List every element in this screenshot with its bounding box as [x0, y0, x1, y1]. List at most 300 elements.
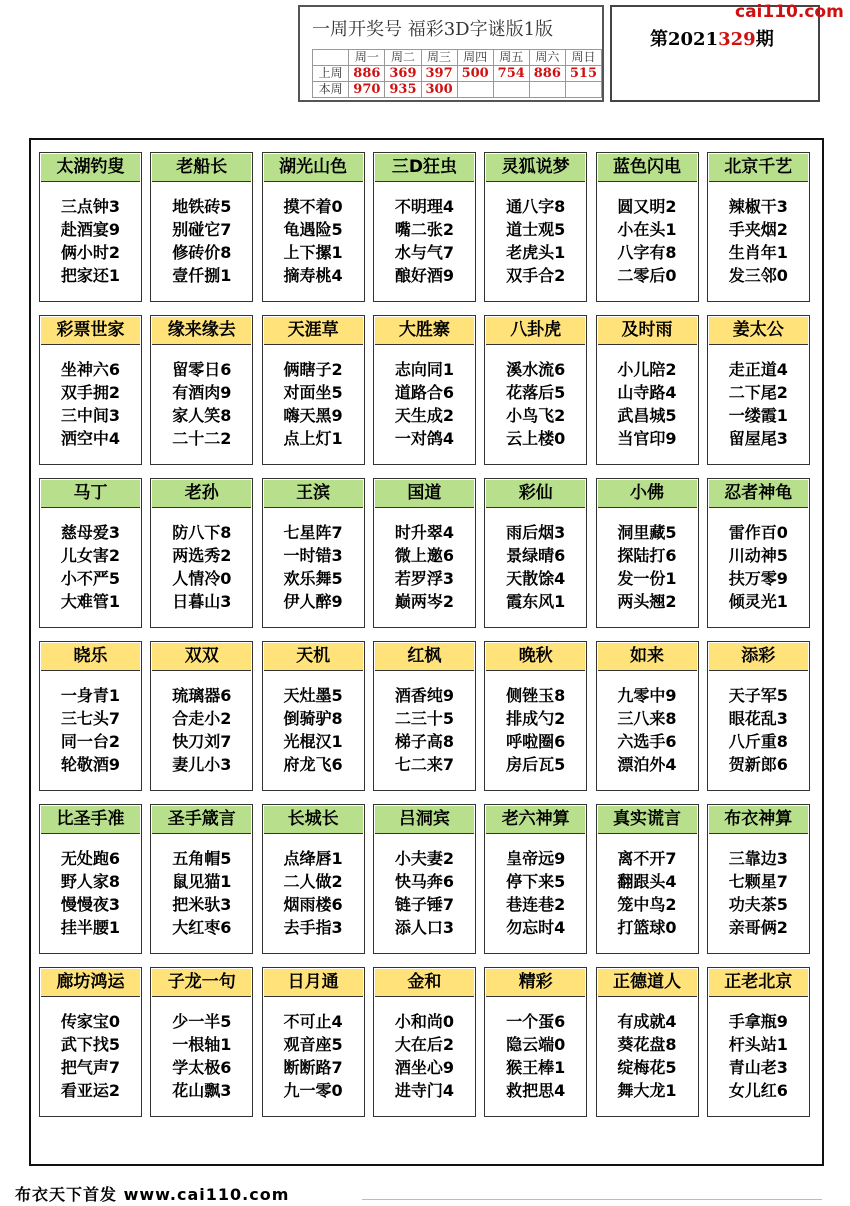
author-name: 缘来缘去 — [152, 317, 251, 345]
riddle-line: 一缕霞1 — [728, 406, 788, 425]
riddle-line: 天灶墨5 — [283, 686, 343, 705]
riddle-line: 洒空中4 — [60, 429, 121, 448]
riddle-lines — [597, 521, 698, 613]
corner-cell — [313, 50, 349, 66]
riddle-line: 嘴二张2 — [394, 220, 454, 239]
riddle-line: 七星阵7 — [283, 523, 343, 542]
riddle-line: 三中间3 — [60, 406, 121, 425]
riddle-line: 青山老3 — [728, 1058, 788, 1077]
author-name: 圣手箴言 — [152, 806, 251, 834]
riddle-line: 快刀刘7 — [172, 732, 232, 751]
author-name: 吕洞宾 — [375, 806, 474, 834]
puzzle-cell — [596, 641, 699, 791]
riddle-line: 道士观5 — [506, 220, 566, 239]
puzzle-cell — [39, 315, 142, 465]
riddle-line: 光棍汉1 — [283, 732, 343, 751]
puzzle-cell — [150, 152, 253, 302]
riddle-lines — [263, 358, 364, 450]
puzzle-cell — [262, 967, 365, 1117]
riddle-line: 景绿晴6 — [506, 546, 566, 565]
riddle-line: 去手指3 — [283, 918, 343, 937]
day-header: 周五 — [493, 50, 529, 66]
puzzle-cell — [39, 478, 142, 628]
author-name: 晓乐 — [41, 643, 140, 671]
riddle-line: 救把思4 — [506, 1081, 566, 1100]
last-week-row — [313, 66, 602, 82]
puzzle-cell — [39, 152, 142, 302]
riddle-line: 双手合2 — [506, 266, 566, 285]
riddle-line: 摘寿桃4 — [283, 266, 343, 285]
riddle-line: 小鸟飞2 — [506, 406, 566, 425]
riddle-line: 酿好酒9 — [394, 266, 454, 285]
puzzle-cell — [150, 478, 253, 628]
riddle-lines — [708, 358, 809, 450]
riddle-line: 功夫茶5 — [728, 895, 788, 914]
puzzle-cell — [150, 967, 253, 1117]
riddle-line: 摸不着0 — [283, 197, 343, 216]
puzzle-cell — [373, 478, 476, 628]
riddle-line: 少一半5 — [172, 1012, 232, 1031]
puzzle-cell — [596, 967, 699, 1117]
riddle-line: 圆又明2 — [617, 197, 677, 216]
draw-number: 935 — [385, 82, 421, 98]
riddle-line: 手夹烟2 — [728, 220, 788, 239]
riddle-line: 发三邻0 — [728, 266, 788, 285]
issue-digits: 329 — [718, 29, 756, 50]
author-name: 小佛 — [598, 480, 697, 508]
footer-divider — [362, 1199, 822, 1200]
author-name: 八卦虎 — [486, 317, 585, 345]
puzzle-cell — [707, 804, 810, 954]
riddle-line: 梯子高8 — [394, 732, 454, 751]
riddle-lines — [597, 684, 698, 776]
riddle-line: 进寺门4 — [394, 1081, 454, 1100]
riddle-line: 二十二2 — [172, 429, 232, 448]
riddle-line: 天子军5 — [728, 686, 788, 705]
riddle-lines — [597, 195, 698, 287]
riddle-line: 雨后烟3 — [506, 523, 566, 542]
riddle-lines — [151, 1010, 252, 1102]
riddle-line: 三点钟3 — [60, 197, 121, 216]
day-header: 周一 — [349, 50, 385, 66]
riddle-lines — [40, 684, 141, 776]
riddle-line: 观音座5 — [283, 1035, 343, 1054]
riddle-line: 上下摞1 — [283, 243, 343, 262]
riddle-line: 府龙飞6 — [283, 755, 343, 774]
issue-suffix: 期 — [755, 29, 774, 50]
riddle-line: 一时错3 — [283, 546, 343, 565]
riddle-line: 当官印9 — [617, 429, 677, 448]
puzzle-cell — [262, 315, 365, 465]
author-name: 天涯草 — [264, 317, 363, 345]
draw-number: 515 — [565, 66, 601, 82]
riddle-line: 合走小2 — [172, 709, 232, 728]
riddle-line: 生肖年1 — [728, 243, 788, 262]
riddle-line: 壹仟捌1 — [172, 266, 232, 285]
draw-number: 754 — [493, 66, 529, 82]
riddle-line: 双手拥2 — [60, 383, 121, 402]
riddle-line: 洞里藏5 — [617, 523, 677, 542]
draw-number: 369 — [385, 66, 421, 82]
riddle-lines — [708, 847, 809, 939]
riddle-line: 小在头1 — [617, 220, 677, 239]
riddle-line: 天生成2 — [394, 406, 454, 425]
riddle-line: 同一台2 — [60, 732, 121, 751]
riddle-line: 挂半腰1 — [60, 918, 121, 937]
riddle-line: 眼花乱3 — [728, 709, 788, 728]
riddle-line: 扶万零9 — [728, 569, 788, 588]
riddle-line: 俩小时2 — [60, 243, 121, 262]
riddle-line: 野人家8 — [60, 872, 121, 891]
riddle-lines — [151, 847, 252, 939]
puzzle-cell — [262, 641, 365, 791]
riddle-line: 轮敬酒9 — [60, 755, 121, 774]
author-name: 国道 — [375, 480, 474, 508]
author-name: 精彩 — [486, 969, 585, 997]
riddle-line: 溪水流6 — [506, 360, 566, 379]
riddle-line: 把气声7 — [60, 1058, 121, 1077]
riddle-line: 道路合6 — [394, 383, 454, 402]
draw-number: 886 — [529, 66, 565, 82]
puzzle-cell — [373, 804, 476, 954]
riddle-line: 八字有8 — [617, 243, 677, 262]
riddle-line: 山寺路4 — [617, 383, 677, 402]
riddle-lines — [263, 1010, 364, 1102]
author-name: 王滨 — [264, 480, 363, 508]
day-header: 周六 — [529, 50, 565, 66]
draw-number: 397 — [421, 66, 457, 82]
riddle-line: 二人做2 — [283, 872, 343, 891]
riddle-line: 七颗星7 — [728, 872, 788, 891]
riddle-lines — [263, 521, 364, 613]
riddle-line: 酒香纯9 — [394, 686, 454, 705]
riddle-lines — [40, 195, 141, 287]
author-name: 长城长 — [264, 806, 363, 834]
puzzle-cell — [707, 315, 810, 465]
puzzle-cell — [262, 804, 365, 954]
riddle-line: 漂泊外4 — [617, 755, 677, 774]
riddle-line: 三七头7 — [60, 709, 121, 728]
riddle-line: 倾灵光1 — [728, 592, 788, 611]
day-header: 周日 — [565, 50, 601, 66]
author-name: 及时雨 — [598, 317, 697, 345]
draw-table-header-row — [313, 50, 602, 66]
author-name: 子龙一句 — [152, 969, 251, 997]
riddle-line: 巷连巷2 — [506, 895, 566, 914]
draw-number: 300 — [421, 82, 457, 98]
riddle-lines — [374, 684, 475, 776]
riddle-line: 巅两岑2 — [394, 592, 454, 611]
riddle-line: 龟遇险5 — [283, 220, 343, 239]
author-name: 大胜寨 — [375, 317, 474, 345]
riddle-line: 日暮山3 — [172, 592, 232, 611]
riddle-line: 八斤重8 — [728, 732, 788, 751]
author-name: 布衣神算 — [709, 806, 808, 834]
author-name: 灵狐说梦 — [486, 154, 585, 182]
riddle-lines — [151, 521, 252, 613]
riddle-lines — [708, 521, 809, 613]
riddle-lines — [485, 195, 586, 287]
row-label: 上周 — [313, 66, 349, 82]
riddle-lines — [708, 1010, 809, 1102]
riddle-line: 学太极6 — [172, 1058, 232, 1077]
riddle-line: 武昌城5 — [617, 406, 677, 425]
riddle-line: 链子锤7 — [394, 895, 454, 914]
riddle-line: 侧锉玉8 — [506, 686, 566, 705]
draw-number — [529, 82, 565, 98]
author-name: 蓝色闪电 — [598, 154, 697, 182]
puzzle-cell — [596, 478, 699, 628]
draw-number: 886 — [349, 66, 385, 82]
riddle-line: 猴王棒1 — [506, 1058, 566, 1077]
riddle-line: 把米驮3 — [172, 895, 232, 914]
puzzle-cell — [707, 641, 810, 791]
puzzle-cell — [596, 152, 699, 302]
puzzle-cell — [39, 641, 142, 791]
riddle-line: 坐神六6 — [60, 360, 121, 379]
issue-number — [650, 25, 774, 51]
riddle-line: 女儿红6 — [728, 1081, 788, 1100]
riddle-line: 九一零0 — [283, 1081, 343, 1100]
riddle-line: 儿女害2 — [60, 546, 121, 565]
riddle-line: 九零中9 — [617, 686, 677, 705]
riddle-lines — [485, 358, 586, 450]
riddle-lines — [151, 684, 252, 776]
riddle-line: 妻儿小3 — [172, 755, 232, 774]
puzzle-cell — [484, 967, 587, 1117]
riddle-line: 绽梅花5 — [617, 1058, 677, 1077]
riddle-line: 走正道4 — [728, 360, 788, 379]
puzzle-cell — [484, 152, 587, 302]
riddle-line: 房后瓦5 — [506, 755, 566, 774]
riddle-lines — [597, 358, 698, 450]
puzzle-cell — [707, 152, 810, 302]
riddle-line: 贺新郎6 — [728, 755, 788, 774]
riddle-line: 武下找5 — [60, 1035, 121, 1054]
riddle-line: 花山飘3 — [172, 1081, 232, 1100]
riddle-line: 杆头站1 — [728, 1035, 788, 1054]
riddle-lines — [485, 847, 586, 939]
riddle-line: 云上楼0 — [506, 429, 566, 448]
riddle-line: 酒坐心9 — [394, 1058, 454, 1077]
author-name: 彩仙 — [486, 480, 585, 508]
riddle-line: 点上灯1 — [283, 429, 343, 448]
riddle-line: 两头翘2 — [617, 592, 677, 611]
riddle-line: 二三十5 — [394, 709, 454, 728]
riddle-line: 小夫妻2 — [394, 849, 454, 868]
riddle-line: 雷作百0 — [728, 523, 788, 542]
riddle-line: 慢慢夜3 — [60, 895, 121, 914]
riddle-line: 一根轴1 — [172, 1035, 232, 1054]
puzzle-cell — [707, 478, 810, 628]
riddle-line: 嗨天黑9 — [283, 406, 343, 425]
riddle-line: 鼠见猫1 — [172, 872, 232, 891]
author-name: 晚秋 — [486, 643, 585, 671]
puzzle-cell — [150, 641, 253, 791]
riddle-line: 翻跟头4 — [617, 872, 677, 891]
draw-table — [312, 49, 602, 98]
puzzle-cell — [373, 641, 476, 791]
riddle-line: 烟雨楼6 — [283, 895, 343, 914]
author-name: 北京千艺 — [709, 154, 808, 182]
riddle-line: 人情冷0 — [172, 569, 232, 588]
author-name: 日月通 — [264, 969, 363, 997]
puzzle-cell — [39, 967, 142, 1117]
author-name: 天机 — [264, 643, 363, 671]
riddle-line: 别碰它7 — [172, 220, 232, 239]
author-name: 真实谎言 — [598, 806, 697, 834]
riddle-line: 无处跑6 — [60, 849, 121, 868]
riddle-line: 把家还1 — [60, 266, 121, 285]
riddle-line: 时升翠4 — [394, 523, 454, 542]
author-name: 正德道人 — [598, 969, 697, 997]
riddle-lines — [374, 847, 475, 939]
weekly-draw-panel — [298, 5, 604, 102]
author-name: 廊坊鸿运 — [41, 969, 140, 997]
puzzle-cell — [484, 478, 587, 628]
day-header: 周二 — [385, 50, 421, 66]
riddle-lines — [374, 1010, 475, 1102]
riddle-line: 一个蛋6 — [506, 1012, 566, 1031]
riddle-line: 亲哥俩2 — [728, 918, 788, 937]
riddle-lines — [151, 195, 252, 287]
riddle-lines — [374, 521, 475, 613]
panel-title: 一周开奖号 福彩3D字谜版1版 — [312, 19, 554, 40]
site-watermark: cai110.com — [735, 2, 844, 22]
riddle-line: 隐云端0 — [506, 1035, 566, 1054]
riddle-lines — [374, 195, 475, 287]
riddle-lines — [263, 684, 364, 776]
draw-number: 500 — [457, 66, 493, 82]
riddle-line: 断断路7 — [283, 1058, 343, 1077]
riddle-line: 一对鸽4 — [394, 429, 454, 448]
author-name: 金和 — [375, 969, 474, 997]
riddle-line: 两选秀2 — [172, 546, 232, 565]
riddle-line: 慈母爱3 — [60, 523, 121, 542]
puzzle-cell — [373, 152, 476, 302]
riddle-line: 葵花盘8 — [617, 1035, 677, 1054]
day-header: 周三 — [421, 50, 457, 66]
riddle-line: 伊人醉9 — [283, 592, 343, 611]
riddle-line: 三八来8 — [617, 709, 677, 728]
puzzle-cell — [373, 315, 476, 465]
riddle-lines — [263, 847, 364, 939]
riddle-line: 停下来5 — [506, 872, 566, 891]
riddle-line: 小儿陪2 — [617, 360, 677, 379]
riddle-line: 离不开7 — [617, 849, 677, 868]
riddle-line: 舞大龙1 — [617, 1081, 677, 1100]
riddle-line: 皇帝远9 — [506, 849, 566, 868]
riddle-line: 家人笑8 — [172, 406, 232, 425]
riddle-lines — [374, 358, 475, 450]
puzzle-cell — [373, 967, 476, 1117]
riddle-line: 赴酒宴9 — [60, 220, 121, 239]
riddle-line: 小和尚0 — [394, 1012, 454, 1031]
row-label: 本周 — [313, 82, 349, 98]
riddle-line: 通八字8 — [506, 197, 566, 216]
riddle-line: 不可止4 — [283, 1012, 343, 1031]
draw-number: 970 — [349, 82, 385, 98]
riddle-line: 三靠边3 — [728, 849, 788, 868]
riddle-line: 防八下8 — [172, 523, 232, 542]
puzzle-cell — [262, 478, 365, 628]
riddle-line: 点绛唇1 — [283, 849, 343, 868]
author-name: 正老北京 — [709, 969, 808, 997]
riddle-line: 大在后2 — [394, 1035, 454, 1054]
riddle-line: 俩瞎子2 — [283, 360, 343, 379]
riddle-line: 霞东风1 — [506, 592, 566, 611]
day-header: 周四 — [457, 50, 493, 66]
riddle-lines — [40, 1010, 141, 1102]
riddle-lines — [708, 684, 809, 776]
riddle-lines — [485, 684, 586, 776]
puzzle-cell — [596, 315, 699, 465]
riddle-line: 有酒肉9 — [172, 383, 232, 402]
puzzle-grid — [29, 138, 824, 1166]
riddle-line: 不明理4 — [394, 197, 454, 216]
riddle-line: 天散馀4 — [506, 569, 566, 588]
riddle-line: 二零后0 — [617, 266, 677, 285]
riddle-line: 地铁砖5 — [172, 197, 232, 216]
riddle-line: 留屋尾3 — [728, 429, 788, 448]
riddle-line: 探陆打6 — [617, 546, 677, 565]
footer-credit: 布衣天下首发 www.cai110.com — [15, 1185, 290, 1204]
riddle-line: 修砖价8 — [172, 243, 232, 262]
author-name: 添彩 — [709, 643, 808, 671]
riddle-line: 水与气7 — [394, 243, 454, 262]
author-name: 老孙 — [152, 480, 251, 508]
riddle-lines — [151, 358, 252, 450]
author-name: 老六神算 — [486, 806, 585, 834]
puzzle-cell — [707, 967, 810, 1117]
riddle-lines — [485, 1010, 586, 1102]
riddle-line: 快马奔6 — [394, 872, 454, 891]
riddle-line: 传家宝0 — [60, 1012, 121, 1031]
author-name: 忍者神龟 — [709, 480, 808, 508]
this-week-row — [313, 82, 602, 98]
riddle-line: 辣椒干3 — [728, 197, 788, 216]
riddle-lines — [263, 195, 364, 287]
riddle-line: 小不严5 — [60, 569, 121, 588]
puzzle-cell — [484, 804, 587, 954]
riddle-line: 手拿瓶9 — [728, 1012, 788, 1031]
riddle-line: 老虎头1 — [506, 243, 566, 262]
riddle-line: 若罗浮3 — [394, 569, 454, 588]
riddle-lines — [597, 847, 698, 939]
puzzle-cell — [39, 804, 142, 954]
issue-prefix: 第2021 — [650, 29, 719, 50]
riddle-line: 琉璃器6 — [172, 686, 232, 705]
draw-number — [457, 82, 493, 98]
riddle-lines — [597, 1010, 698, 1102]
riddle-line: 看亚运2 — [60, 1081, 121, 1100]
riddle-lines — [40, 358, 141, 450]
puzzle-cell — [150, 315, 253, 465]
author-name: 双双 — [152, 643, 251, 671]
author-name: 马丁 — [41, 480, 140, 508]
riddle-line: 一身青1 — [60, 686, 121, 705]
author-name: 太湖钓叟 — [41, 154, 140, 182]
riddle-line: 打篮球0 — [617, 918, 677, 937]
author-name: 红枫 — [375, 643, 474, 671]
puzzle-cell — [484, 641, 587, 791]
riddle-line: 二下尾2 — [728, 383, 788, 402]
riddle-line: 勿忘时4 — [506, 918, 566, 937]
riddle-line: 微上邀6 — [394, 546, 454, 565]
riddle-line: 川动神5 — [728, 546, 788, 565]
draw-number — [493, 82, 529, 98]
riddle-line: 笼中鸟2 — [617, 895, 677, 914]
